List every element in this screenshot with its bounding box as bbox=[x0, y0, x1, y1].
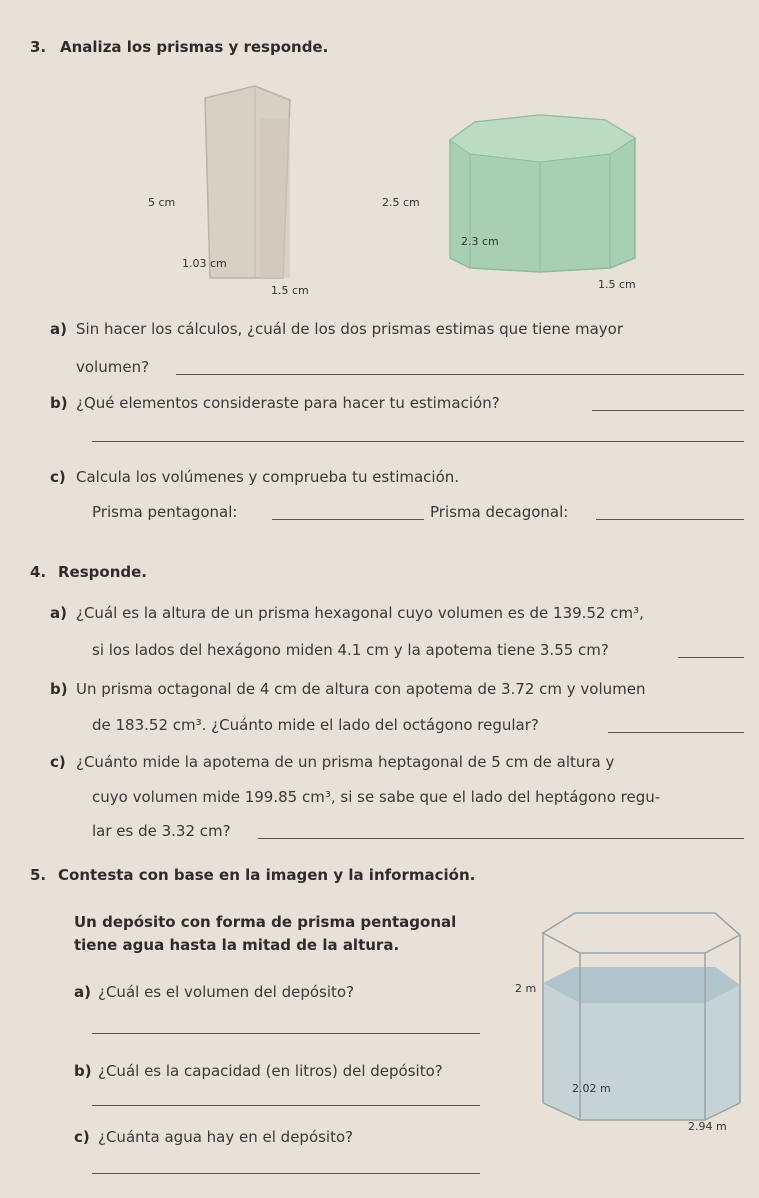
decagonal-prism-figure bbox=[440, 110, 645, 275]
pentagonal-label: Prisma pentagonal: bbox=[92, 503, 238, 521]
q3b-answer-line-1[interactable] bbox=[592, 410, 744, 411]
q3a-text-2: volumen? bbox=[76, 358, 150, 376]
q5b-text: ¿Cuál es la capacidad (en litros) del depósito? bbox=[98, 1062, 443, 1080]
q4c-answer-line[interactable] bbox=[258, 838, 744, 839]
q3a-text-1: Sin hacer los cálculos, ¿cuál de los dos prismas estimas que tiene mayor bbox=[76, 320, 623, 338]
q3b-text: ¿Qué elementos consideraste para hacer tu estimación? bbox=[76, 394, 500, 412]
q5b-letter: b) bbox=[74, 1062, 92, 1080]
q5c-answer-line[interactable] bbox=[92, 1173, 480, 1174]
q5a-answer-line[interactable] bbox=[92, 1033, 480, 1034]
q4a-text-1: ¿Cuál es la altura de un prisma hexagonal cuyo volumen es de 139.52 cm³, bbox=[76, 604, 644, 622]
section-5-intro-1: Un depósito con forma de prisma pentagonal bbox=[74, 913, 457, 931]
section-4-title: Responde. bbox=[58, 563, 147, 581]
q5a-text: ¿Cuál es el volumen del depósito? bbox=[98, 983, 355, 1001]
water-tank-figure bbox=[535, 905, 750, 1130]
q5c-letter: c) bbox=[74, 1128, 90, 1146]
q3c-text: Calcula los volúmenes y comprueba tu estimación. bbox=[76, 468, 460, 486]
section-3-title: Analiza los prismas y responde. bbox=[60, 38, 329, 56]
q4b-letter: b) bbox=[50, 680, 68, 698]
q4a-answer-line[interactable] bbox=[678, 657, 744, 658]
prism2-side-label: 1.5 cm bbox=[598, 278, 636, 291]
q3b-letter: b) bbox=[50, 394, 68, 412]
q4c-letter: c) bbox=[50, 753, 66, 771]
q5a-letter: a) bbox=[74, 983, 91, 1001]
section-4-number: 4. bbox=[30, 563, 47, 581]
tank-height-label: 2 m bbox=[515, 982, 537, 995]
prism2-apothem-label: 2.3 cm bbox=[461, 235, 499, 248]
q5c-text: ¿Cuánta agua hay en el depósito? bbox=[98, 1128, 354, 1146]
tank-apothem-label: 2.02 m bbox=[572, 1082, 611, 1095]
q3b-answer-line-2[interactable] bbox=[92, 441, 744, 442]
decagonal-answer-line[interactable] bbox=[596, 519, 744, 520]
section-5-title: Contesta con base en la imagen y la información. bbox=[58, 866, 476, 884]
section-3-number: 3. bbox=[30, 38, 47, 56]
q4c-text-1: ¿Cuánto mide la apotema de un prisma heptagonal de 5 cm de altura y bbox=[76, 753, 615, 771]
section-5-number: 5. bbox=[30, 866, 47, 884]
prism1-height-label: 5 cm bbox=[148, 196, 176, 209]
decagonal-label: Prisma decagonal: bbox=[430, 503, 569, 521]
q4c-text-2: cuyo volumen mide 199.85 cm³, si se sabe que el lado del heptágono regu- bbox=[92, 788, 661, 806]
prism1-apothem-label: 1.03 cm bbox=[182, 257, 227, 270]
q4b-text-1: Un prisma octagonal de 4 cm de altura con apotema de 3.72 cm y volumen bbox=[76, 680, 646, 698]
section-5-intro-2: tiene agua hasta la mitad de la altura. bbox=[74, 936, 400, 954]
q3a-letter: a) bbox=[50, 320, 67, 338]
pentagonal-answer-line[interactable] bbox=[272, 519, 424, 520]
q3a-answer-line[interactable] bbox=[176, 374, 744, 375]
q5b-answer-line[interactable] bbox=[92, 1105, 480, 1106]
prism2-height-label: 2.5 cm bbox=[382, 196, 420, 209]
q4b-answer-line[interactable] bbox=[608, 732, 744, 733]
q4a-letter: a) bbox=[50, 604, 67, 622]
q4b-text-2: de 183.52 cm³. ¿Cuánto mide el lado del octágono regular? bbox=[92, 716, 539, 734]
prism1-side-label: 1.5 cm bbox=[271, 284, 309, 297]
q4a-text-2: si los lados del hexágono miden 4.1 cm y la apotema tiene 3.55 cm? bbox=[92, 641, 609, 659]
tank-side-label: 2.94 m bbox=[688, 1120, 727, 1133]
q4c-text-3: lar es de 3.32 cm? bbox=[92, 822, 231, 840]
q3c-letter: c) bbox=[50, 468, 66, 486]
